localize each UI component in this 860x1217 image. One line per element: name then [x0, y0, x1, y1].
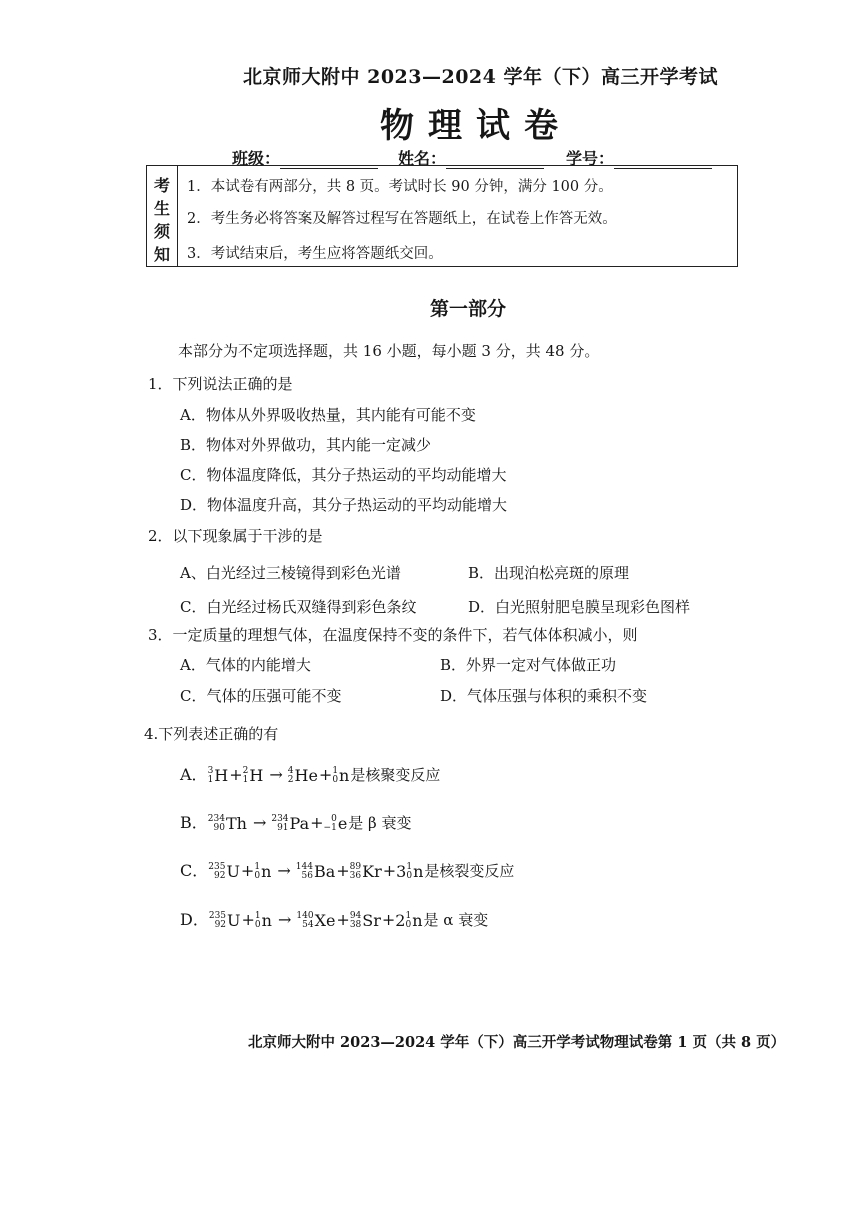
nuclide — [350, 911, 381, 930]
nuclide-numbers — [350, 863, 361, 881]
reaction-arrow: → — [277, 910, 292, 929]
section-title: 第一部分 — [430, 298, 507, 320]
atomic-number: 0 — [254, 870, 261, 881]
mass-number: 234 — [271, 813, 289, 824]
nuclide-numbers — [324, 815, 337, 833]
option-label: B． — [180, 813, 208, 832]
element-symbol: n — [412, 911, 423, 930]
element-symbol: Pa — [289, 814, 310, 833]
answer-option[interactable]: D．气体压强与体积的乘积不变 — [440, 687, 648, 705]
atomic-number: 0 — [406, 870, 413, 881]
answer-option[interactable]: C．气体的压强可能不变 — [180, 687, 342, 705]
atomic-number: 36 — [349, 870, 362, 881]
plus-sign: + — [241, 910, 255, 929]
plus-sign: + — [310, 813, 324, 832]
atomic-number: 1 — [242, 774, 249, 785]
question-stem: 1．下列说法正确的是 — [148, 375, 293, 393]
notice-item: 2．考生务必将答案及解答过程写在答题纸上，在试卷上作答无效。 — [187, 211, 617, 227]
answer-option[interactable]: B．出现泊松亮斑的原理 — [468, 564, 630, 582]
answer-option[interactable]: D．白光照射肥皂膜呈现彩色图样 — [468, 598, 691, 616]
nuclide — [271, 814, 309, 833]
option-description: 是 α 衰变 — [423, 911, 489, 929]
notice-char: 须 — [154, 222, 171, 241]
mass-number: 1 — [254, 861, 261, 872]
atomic-number: 92 — [213, 870, 226, 881]
atomic-number: 0 — [405, 919, 412, 930]
nuclide-numbers — [254, 863, 260, 881]
nuclide — [396, 862, 423, 881]
nuclide-numbers — [350, 912, 361, 930]
mass-number: 234 — [207, 813, 225, 824]
nuclide — [254, 862, 271, 881]
reaction-arrow: → — [277, 861, 291, 880]
nuclide-numbers — [332, 767, 338, 785]
mass-number: 1 — [254, 910, 261, 921]
name-label: 姓名： — [398, 149, 447, 168]
element-symbol: Ba — [313, 862, 336, 881]
mass-number: 235 — [208, 861, 226, 872]
nuclide — [243, 766, 264, 785]
plus-sign: + — [336, 861, 350, 880]
nuclide-numbers — [405, 912, 411, 930]
nuclear-equation-option[interactable] — [180, 762, 440, 785]
plus-sign: + — [382, 861, 397, 880]
paper-title: 物理试卷 — [380, 106, 572, 146]
element-symbol: n — [413, 862, 424, 881]
notice-item: 1．本试卷有两部分，共 8 页。考试时长 90 分钟，满分 100 分。 — [187, 179, 613, 195]
atomic-number: 54 — [302, 919, 314, 930]
nuclide-numbers — [208, 767, 214, 785]
notice-side-label — [147, 166, 178, 266]
mass-number: 94 — [349, 910, 362, 921]
element-symbol: Th — [225, 814, 247, 833]
notice-char: 知 — [154, 245, 171, 264]
element-symbol: Kr — [362, 862, 382, 881]
plus-sign: + — [336, 910, 350, 929]
element-symbol: Sr — [362, 911, 381, 930]
option-label: C． — [180, 861, 209, 880]
coefficient: 3 — [396, 862, 407, 881]
plus-sign: + — [318, 765, 333, 784]
answer-option[interactable]: B．外界一定对气体做正功 — [440, 656, 617, 674]
exam-header: 北京师大附中 2023—2024 学年（下）高三开学考试 — [243, 66, 718, 88]
nuclide-numbers — [208, 863, 225, 881]
mass-number: 89 — [349, 861, 362, 872]
mass-number: 1 — [332, 765, 339, 776]
answer-option[interactable]: C．物体温度降低，其分子热运动的平均动能增大 — [180, 466, 507, 484]
element-symbol: e — [337, 814, 348, 833]
answer-option[interactable]: A．气体的内能增大 — [180, 656, 311, 674]
answer-option[interactable]: D．物体温度升高，其分子热运动的平均动能增大 — [180, 496, 508, 514]
answer-option[interactable]: A、白光经过三棱镜得到彩色光谱 — [180, 564, 401, 582]
atomic-number: 0 — [254, 919, 261, 930]
nuclide — [395, 911, 422, 930]
question-stem: 4.下列表述正确的有 — [144, 725, 279, 743]
nuclear-equation-option[interactable] — [180, 858, 514, 881]
nuclide-numbers — [296, 912, 313, 930]
nuclide — [296, 862, 335, 881]
nuclide-numbers — [243, 767, 249, 785]
plus-sign: + — [381, 910, 396, 929]
element-symbol: U — [226, 862, 240, 881]
plus-sign: + — [240, 861, 255, 880]
atomic-number: 90 — [213, 822, 225, 833]
element-symbol: H — [214, 766, 229, 785]
mass-number: 140 — [296, 910, 314, 921]
atomic-number: 92 — [214, 919, 227, 930]
exam-notice-box — [146, 165, 738, 267]
mass-number: 1 — [405, 910, 412, 921]
nuclide — [255, 911, 272, 930]
notice-char: 生 — [154, 199, 171, 218]
mass-number: 235 — [208, 910, 227, 921]
nuclide — [208, 862, 240, 881]
notice-item: 3．考试结束后，考生应将答题纸交回。 — [187, 246, 443, 262]
mass-number: 4 — [287, 765, 294, 776]
nuclide — [209, 911, 241, 930]
notice-char: 考 — [154, 176, 171, 195]
mass-number: 0 — [331, 813, 337, 824]
nuclide-numbers — [208, 815, 225, 833]
answer-option[interactable]: B．物体对外界做功，其内能一定减少 — [180, 436, 432, 454]
nuclide-numbers — [209, 912, 226, 930]
nuclide-numbers — [406, 863, 412, 881]
page-footer: 北京师大附中 2023—2024 学年（下）高三开学考试物理试卷第 1 页（共 8 页） — [248, 1034, 786, 1051]
nuclide — [208, 814, 247, 833]
element-symbol: U — [227, 911, 241, 930]
reaction-arrow: → — [252, 813, 267, 832]
nuclear-equation-option[interactable] — [180, 810, 412, 833]
nuclide — [350, 862, 382, 881]
class-label: 班级： — [232, 149, 281, 168]
option-label: A． — [180, 765, 208, 784]
atomic-number: 1 — [207, 774, 214, 785]
option-description: 是 β 衰变 — [348, 814, 412, 832]
nuclide-numbers — [255, 912, 261, 930]
element-symbol: H — [249, 766, 264, 785]
element-symbol: n — [261, 911, 272, 930]
option-label: D． — [180, 910, 209, 929]
atomic-number: 91 — [277, 822, 289, 833]
reaction-arrow: → — [269, 765, 283, 784]
nuclear-equation-option[interactable] — [180, 907, 488, 930]
nuclide-numbers — [288, 767, 294, 785]
mass-number: 144 — [295, 861, 313, 872]
element-symbol: n — [339, 766, 350, 785]
nuclide — [208, 766, 229, 785]
question-stem: 3．一定质量的理想气体，在温度保持不变的条件下，若气体体积减小，则 — [148, 626, 638, 644]
answer-option[interactable]: C．白光经过杨氏双缝得到彩色条纹 — [180, 598, 417, 616]
atomic-number: 38 — [349, 919, 362, 930]
plus-sign: + — [229, 765, 243, 784]
option-description: 是核聚变反应 — [350, 766, 441, 784]
section-intro: 本部分为不定项选择题，共 16 小题，每小题 3 分，共 48 分。 — [178, 342, 600, 360]
element-symbol: Xe — [314, 911, 336, 930]
mass-number: 3 — [207, 765, 214, 776]
element-symbol: n — [261, 862, 272, 881]
nuclide — [288, 766, 318, 785]
nuclide — [296, 911, 335, 930]
atomic-number: 2 — [287, 774, 294, 785]
student-id-label: 学号： — [566, 149, 615, 168]
answer-option[interactable]: A．物体从外界吸收热量，其内能有可能不变 — [180, 406, 476, 424]
atomic-number: −1 — [323, 822, 337, 833]
atomic-number: 0 — [332, 774, 339, 785]
nuclide — [324, 814, 348, 833]
mass-number: 2 — [242, 765, 249, 776]
atomic-number: 56 — [301, 870, 313, 881]
nuclide-numbers — [271, 815, 288, 833]
nuclide — [332, 766, 349, 785]
coefficient: 2 — [395, 911, 406, 930]
element-symbol: He — [294, 766, 318, 785]
question-stem: 2．以下现象属于干涉的是 — [148, 527, 323, 545]
option-description: 是核裂变反应 — [424, 862, 515, 880]
nuclide-numbers — [296, 863, 313, 881]
mass-number: 1 — [406, 861, 413, 872]
